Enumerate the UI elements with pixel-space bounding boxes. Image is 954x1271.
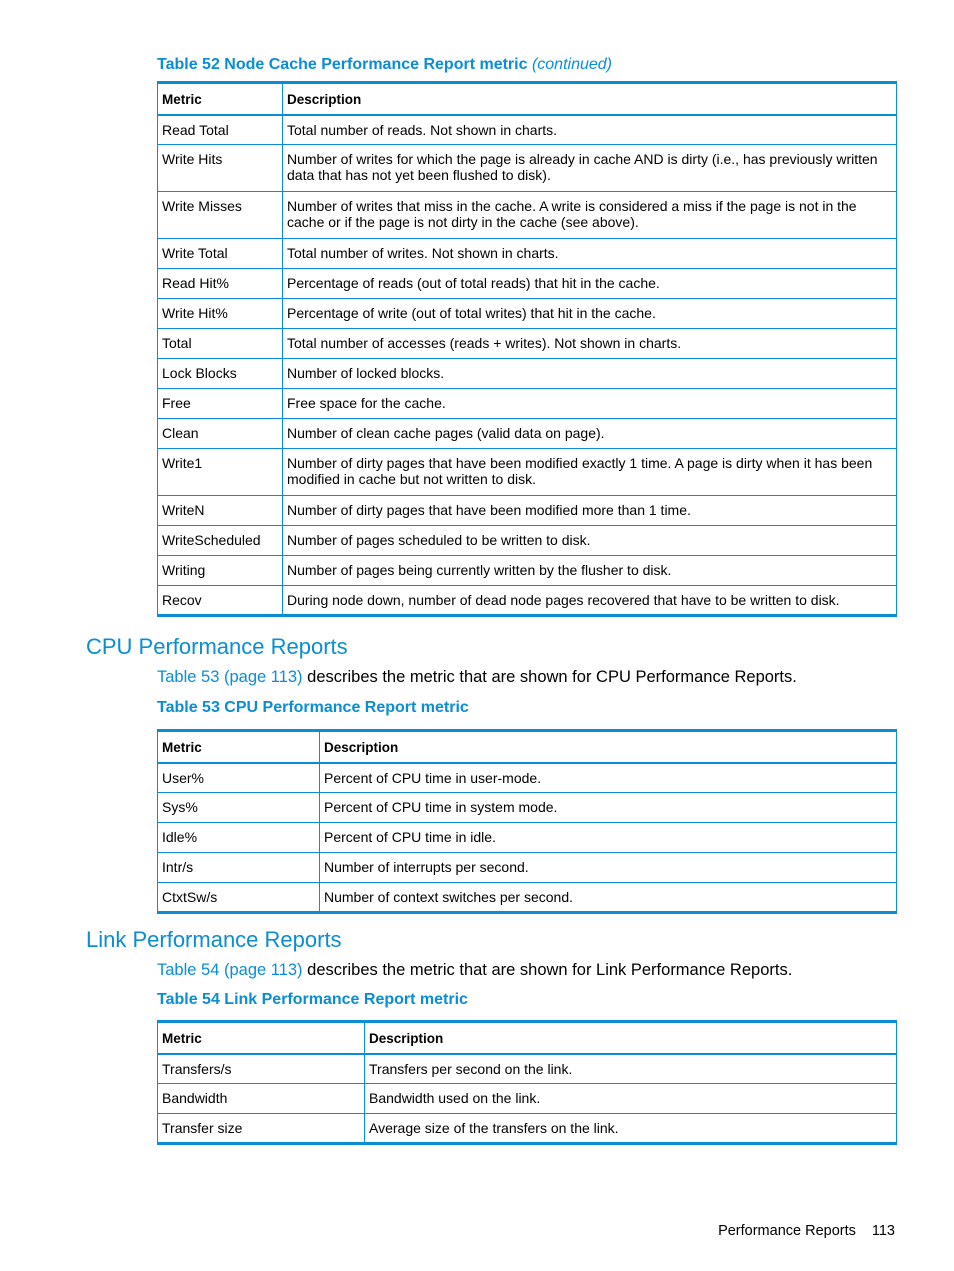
description-cell: Total number of writes. Not shown in charts. xyxy=(283,239,897,269)
table-row xyxy=(158,145,897,192)
metric-cell: Write Hit% xyxy=(158,299,283,329)
column-header-metric: Metric xyxy=(158,83,283,115)
table-row xyxy=(158,192,897,239)
table-row xyxy=(158,793,897,823)
description-cell: Free space for the cache. xyxy=(283,389,897,419)
description-cell: Percentage of reads (out of total reads) that hit in the cache. xyxy=(283,269,897,299)
description-cell: Number of interrupts per second. xyxy=(320,853,897,883)
table-row xyxy=(158,823,897,853)
metric-cell: Write1 xyxy=(158,449,283,496)
table-row xyxy=(158,763,897,793)
description-cell: Number of clean cache pages (valid data on page). xyxy=(283,419,897,449)
metric-cell: Write Misses xyxy=(158,192,283,239)
table-row xyxy=(158,269,897,299)
table-header-row xyxy=(158,83,897,115)
footer-section-name: Performance Reports xyxy=(718,1223,856,1239)
table-row xyxy=(158,883,897,913)
metric-cell: WriteScheduled xyxy=(158,526,283,556)
description-cell: Total number of reads. Not shown in charts. xyxy=(283,115,897,145)
description-cell: Percent of CPU time in user-mode. xyxy=(320,763,897,793)
continued-label: (continued) xyxy=(531,56,612,73)
metric-cell: User% xyxy=(158,763,320,793)
table-row xyxy=(158,556,897,586)
metric-cell: Intr/s xyxy=(158,853,320,883)
table-52-caption: Table 52 Node Cache Performance Report metric (continued) xyxy=(157,56,612,73)
metric-cell: Read Total xyxy=(158,115,283,145)
metric-cell: Recov xyxy=(158,586,283,616)
column-header-metric: Metric xyxy=(158,1022,365,1054)
description-cell: During node down, number of dead node pages recovered that have to be written to disk. xyxy=(283,586,897,616)
metric-cell: Read Hit% xyxy=(158,269,283,299)
table-row xyxy=(158,239,897,269)
page-number: 113 xyxy=(871,1223,895,1239)
description-cell: Percentage of write (out of total writes) that hit in the cache. xyxy=(283,299,897,329)
table-row xyxy=(158,389,897,419)
description-cell: Number of writes for which the page is already in cache AND is dirty (i.e., has previously written data that has not yet been flushed to disk). xyxy=(283,145,897,192)
table-row xyxy=(158,329,897,359)
description-cell: Number of pages being currently written by the flusher to disk. xyxy=(283,556,897,586)
description-cell: Transfers per second on the link. xyxy=(365,1054,897,1084)
table-row xyxy=(158,359,897,389)
column-header-description: Description xyxy=(283,83,897,115)
table-54-caption: Table 54 Link Performance Report metric xyxy=(157,991,468,1008)
metric-cell: Transfers/s xyxy=(158,1054,365,1084)
metric-cell: Clean xyxy=(158,419,283,449)
description-cell: Number of locked blocks. xyxy=(283,359,897,389)
table-row xyxy=(158,299,897,329)
description-cell: Percent of CPU time in idle. xyxy=(320,823,897,853)
table-header-row xyxy=(158,731,897,763)
table-53-link[interactable]: Table 53 (page 113) xyxy=(157,668,303,686)
table-header-row xyxy=(158,1022,897,1054)
column-header-metric: Metric xyxy=(158,731,320,763)
table-52 xyxy=(157,81,897,617)
table-row xyxy=(158,115,897,145)
description-cell: Total number of accesses (reads + writes). Not shown in charts. xyxy=(283,329,897,359)
metric-cell: Writing xyxy=(158,556,283,586)
description-cell: Number of dirty pages that have been modified exactly 1 time. A page is dirty when it has been modified in cache but not written to disk. xyxy=(283,449,897,496)
metric-cell: Total xyxy=(158,329,283,359)
description-cell: Number of pages scheduled to be written to disk. xyxy=(283,526,897,556)
cpu-section-title: CPU Performance Reports xyxy=(86,634,348,659)
metric-cell: Write Total xyxy=(158,239,283,269)
table-row xyxy=(158,1054,897,1084)
table-row xyxy=(158,1114,897,1144)
description-cell: Number of dirty pages that have been modified more than 1 time. xyxy=(283,496,897,526)
metric-cell: CtxtSw/s xyxy=(158,883,320,913)
metric-cell: Write Hits xyxy=(158,145,283,192)
cpu-section-intro: Table 53 (page 113) describes the metric that are shown for CPU Performance Reports. xyxy=(157,668,797,686)
description-cell: Average size of the transfers on the link. xyxy=(365,1114,897,1144)
description-cell: Percent of CPU time in system mode. xyxy=(320,793,897,823)
table-54-link[interactable]: Table 54 (page 113) xyxy=(157,961,303,979)
table-53-caption: Table 53 CPU Performance Report metric xyxy=(157,699,469,716)
table-54 xyxy=(157,1020,897,1145)
link-section-title: Link Performance Reports xyxy=(86,927,342,952)
description-cell: Number of writes that miss in the cache. A write is considered a miss if the page is not in the cache or if the page is not dirty in the cache (see above). xyxy=(283,192,897,239)
description-cell: Bandwidth used on the link. xyxy=(365,1084,897,1114)
column-header-description: Description xyxy=(365,1022,897,1054)
table-row xyxy=(158,853,897,883)
table-53 xyxy=(157,729,897,914)
metric-cell: Idle% xyxy=(158,823,320,853)
table-row xyxy=(158,449,897,496)
column-header-description: Description xyxy=(320,731,897,763)
description-cell: Number of context switches per second. xyxy=(320,883,897,913)
page-footer xyxy=(718,1223,895,1239)
link-section-intro: Table 54 (page 113) describes the metric that are shown for Link Performance Reports. xyxy=(157,961,793,979)
table-row xyxy=(158,496,897,526)
metric-cell: Lock Blocks xyxy=(158,359,283,389)
metric-cell: Transfer size xyxy=(158,1114,365,1144)
metric-cell: Sys% xyxy=(158,793,320,823)
table-row xyxy=(158,526,897,556)
metric-cell: Bandwidth xyxy=(158,1084,365,1114)
metric-cell: Free xyxy=(158,389,283,419)
table-row xyxy=(158,1084,897,1114)
metric-cell: WriteN xyxy=(158,496,283,526)
table-row xyxy=(158,419,897,449)
table-row xyxy=(158,586,897,616)
